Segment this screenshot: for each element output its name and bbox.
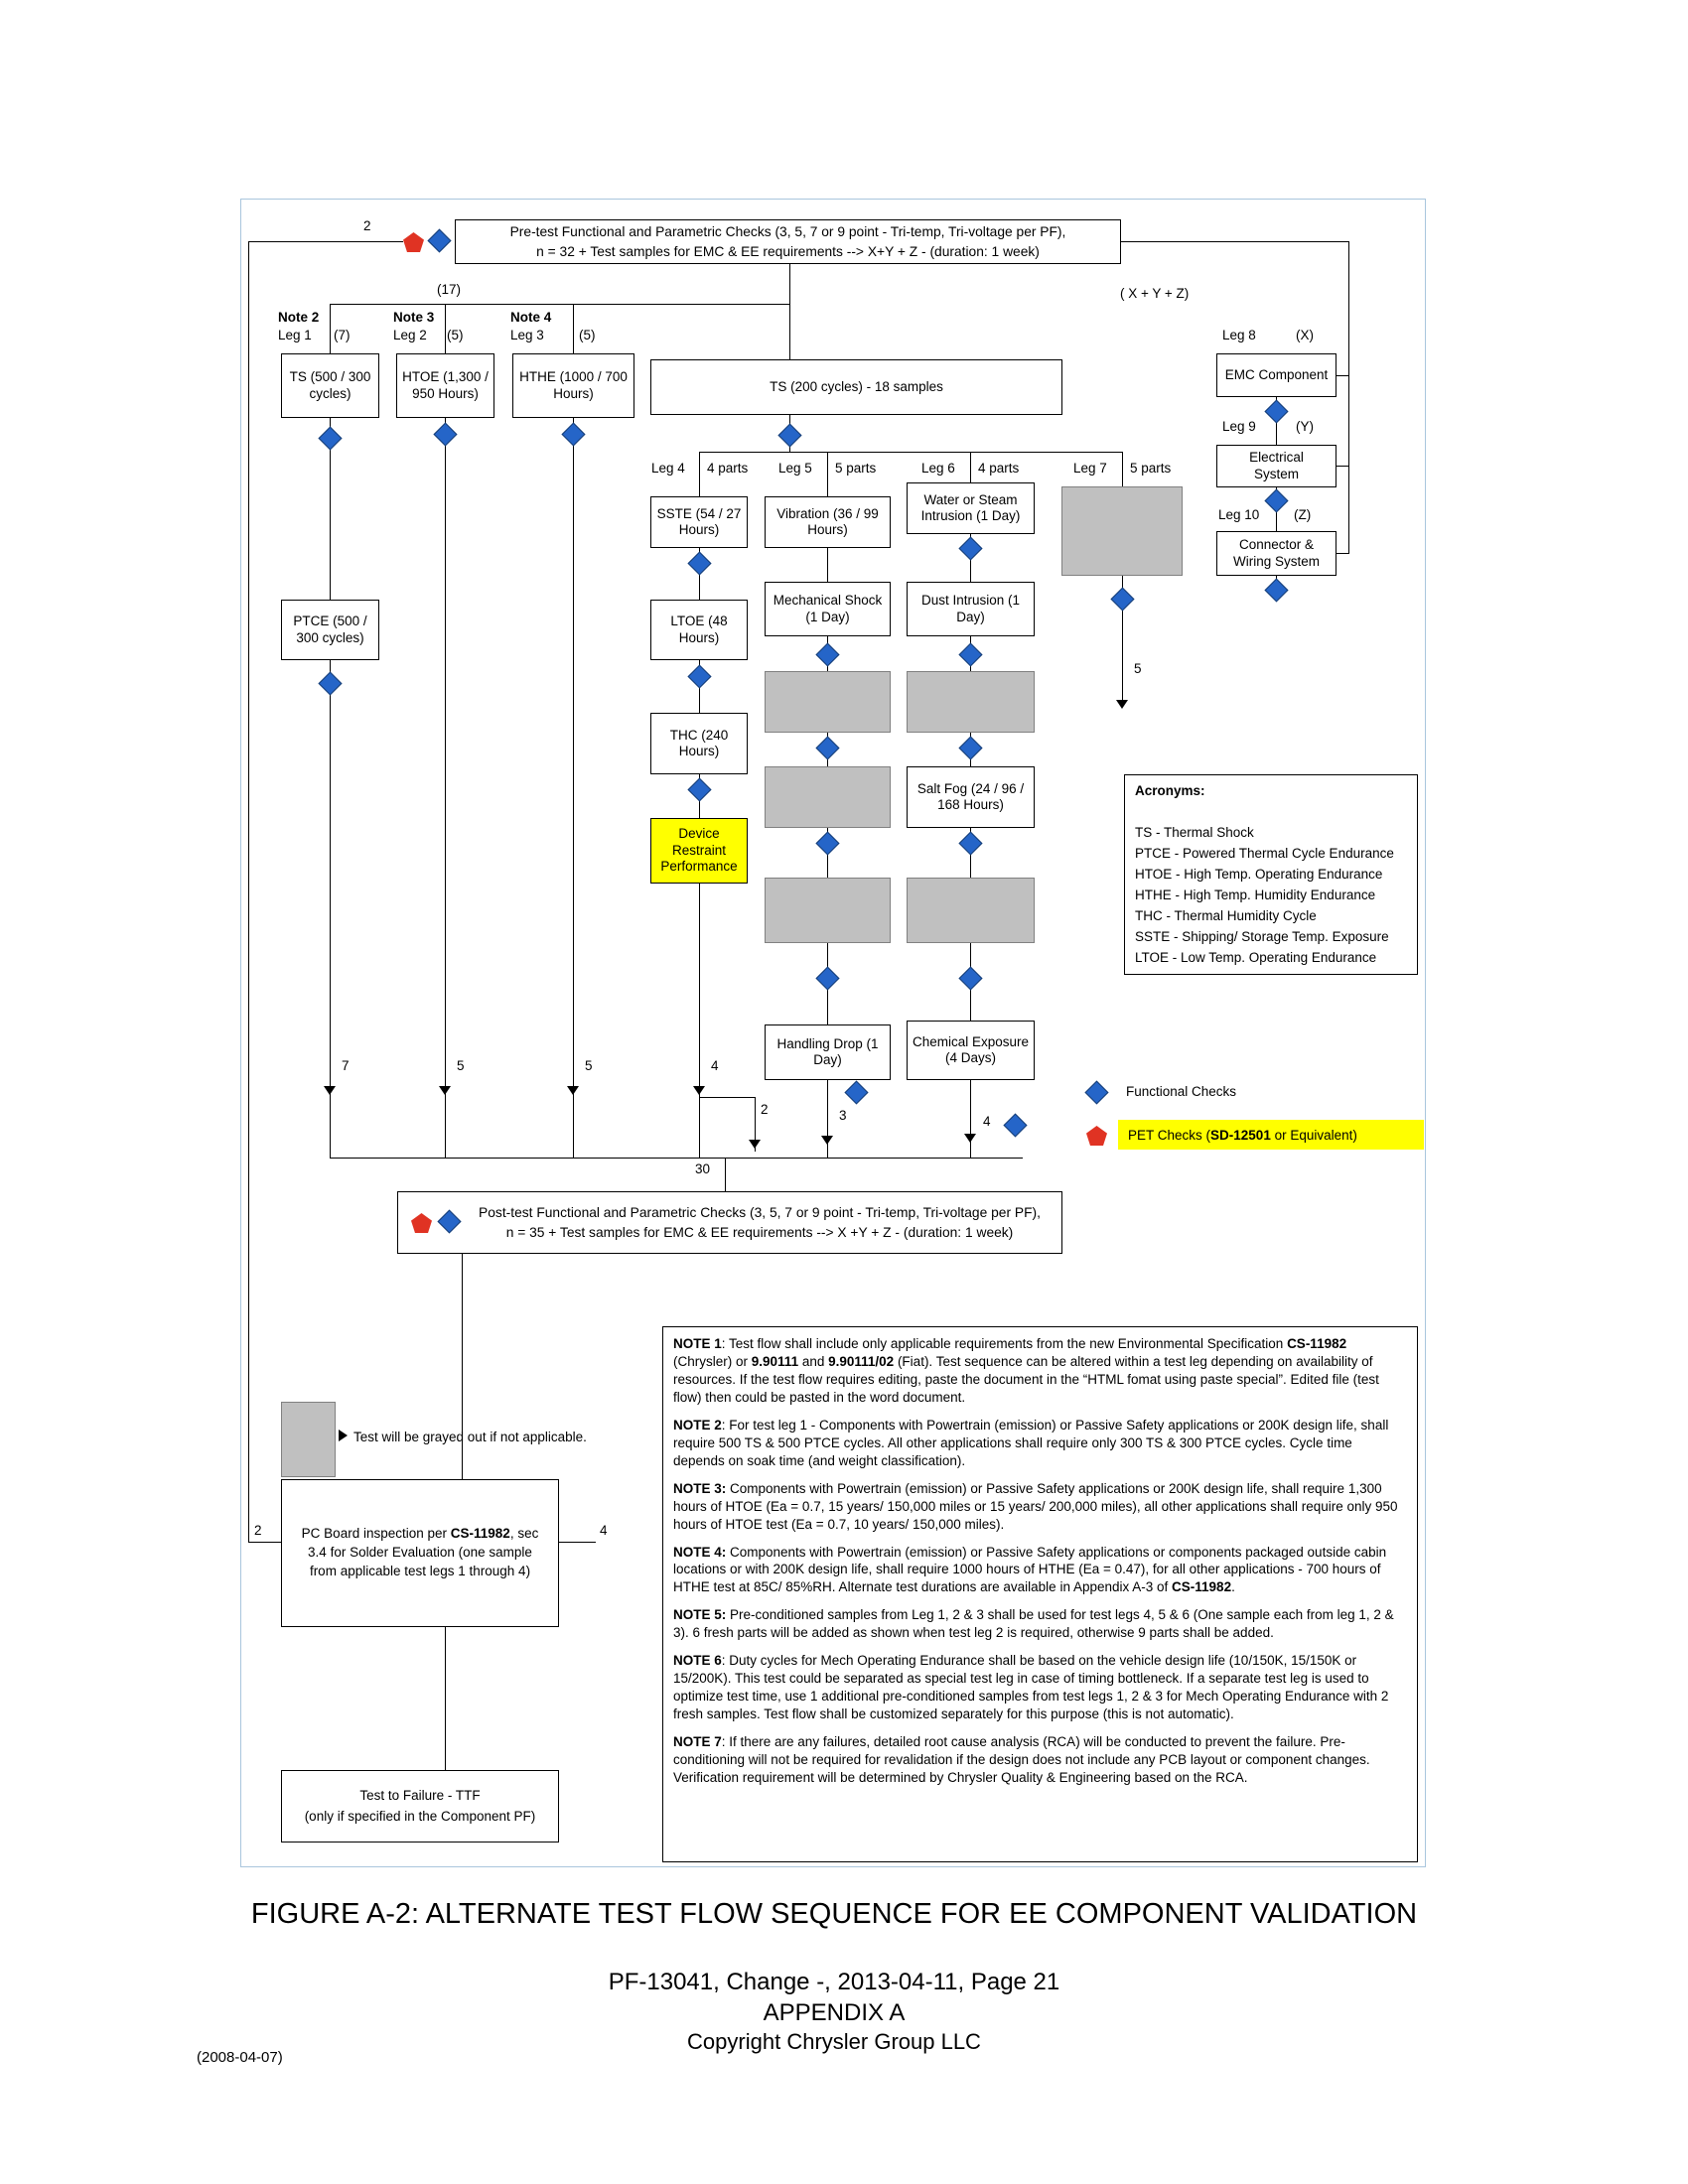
notes-panel (662, 1326, 1418, 1862)
pretest-line1: Pre-test Functional and Parametric Checks (3, 5, 7 or 9 point - Tri-temp, Tri-voltage per PF), (509, 223, 1066, 239)
leg8-count: (X) (1296, 328, 1314, 342)
note-3: NOTE 3: Components with Powertrain (emission) or Passive Safety applications or 200K design life, shall require 1,300 hours of HTOE (Ea = 0.7, 15 years/ 150,000 miles or 15 years/ 200,000 miles), all other applications shall require only 950 hours of HTOE test (Ea = 0.7, 10 years/ 150,000 miles). (673, 1480, 1398, 1532)
pc-board-box: PC Board inspection per CS-11982, sec 3.4 for Solder Evaluation (one sample from applicable test legs 1 through 4) (281, 1479, 559, 1627)
leg3-bottom-count: 5 (585, 1058, 593, 1073)
leg9-label: Leg 9 (1222, 419, 1256, 434)
connector-line (789, 264, 790, 359)
node-vibration: Vibration (36 / 99 Hours) (765, 496, 891, 548)
connector-line (445, 1627, 446, 1770)
down-arrow-icon (567, 1086, 579, 1095)
acronym-item: LTOE - Low Temp. Operating Endurance (1135, 950, 1377, 965)
grayed-out-test-box (765, 766, 891, 828)
copyright-line: Copyright Chrysler Group LLC (687, 2029, 981, 2054)
pc-board-left-count: 2 (254, 1523, 262, 1538)
leg6-count: 4 parts (978, 461, 1020, 476)
note-4: NOTE 4: Components with Powertrain (emission) or Passive Safety applications or components packaged outside cabin locations or with 200K design life, shall require 1000 hours of HTHE (Ea = 0.47), for all other applications - 700 hours of HTHE test at 85C/ 85%RH. Alternate test durations are available in Appendix A-3 of CS-11982. (673, 1544, 1387, 1595)
leg1-bottom-count: 7 (342, 1058, 350, 1073)
connector-line (330, 418, 331, 1158)
document-reference: PF-13041, Change -, 2013-04-11, Page 21 (608, 1969, 1060, 1995)
pretest-sample-count: 2 (363, 218, 371, 233)
leg4-count: 4 parts (707, 461, 749, 476)
node-ts: TS (500 / 300 cycles) (281, 353, 379, 418)
figure-caption: FIGURE A-2: ALTERNATE TEST FLOW SEQUENCE FOR EE COMPONENT VALIDATION (250, 1898, 1418, 1930)
connector-line (573, 418, 574, 1158)
node-dust-intrusion: Dust Intrusion (1 Day) (907, 582, 1035, 636)
connector-line (248, 241, 249, 1543)
ttf-box (281, 1770, 559, 1843)
grayed-out-test-box (907, 878, 1035, 943)
leg2-bottom-count: 5 (457, 1058, 465, 1073)
down-arrow-icon (821, 1136, 833, 1145)
note-1: NOTE 1: Test flow shall include only applicable requirements from the new Environmental Specification CS-11982 (Chrysler) or 9.90111 and 9.90111/02 (Fiat). Test sequence can be altered within a test leg depending on availability of resources. If the test flow requires editing, paste the document in the “HTML fomat using paste special”. Edited file (test flow) then could be pasted in the word document. (673, 1336, 1379, 1405)
pretest-line2: n = 32 + Test samples for EMC & EE requirements --> X+Y + Z - (duration: 1 week) (536, 243, 1040, 259)
acronyms-title: Acronyms: (1135, 783, 1205, 798)
connector-line (330, 304, 331, 353)
leg6-bottom-count: 4 (983, 1114, 991, 1129)
leg8-label: Leg 8 (1222, 328, 1256, 342)
acronym-item: PTCE - Powered Thermal Cycle Endurance (1135, 846, 1394, 861)
connector-line (330, 1158, 1023, 1159)
gray-note-label: Test will be grayed out if not applicable. (353, 1430, 587, 1444)
leg4-label: Leg 4 (651, 461, 685, 476)
branch-count-left: (17) (437, 282, 462, 297)
grayed-out-swatch (281, 1402, 336, 1477)
leg7-count: 5 parts (1130, 461, 1172, 476)
node-electrical-system: Electrical System (1216, 445, 1336, 487)
leg4-branch-count: 2 (761, 1102, 769, 1117)
leg10-count: (Z) (1294, 507, 1312, 522)
node-water-steam-intrusion: Water or Steam Intrusion (1 Day) (907, 482, 1035, 534)
leg3-note: Note 4 (510, 310, 552, 325)
connector-line (1348, 241, 1349, 554)
leg7-bottom-count: 5 (1134, 661, 1142, 676)
note-2: NOTE 2: For test leg 1 - Components with Powertrain (emission) or Passive Safety applications or 200K design life, shall require 500 TS & 500 PTCE cycles. All other applications shall require only 300 TS & 300 PTCE cycles. Cycle time depends on soak time (and weight classification). (673, 1417, 1389, 1468)
note-6: NOTE 6: Duty cycles for Mech Operating Endurance shall be based on the vehicle design life (10/150K, 15/150K or 15/200K). This test could be separated as special test leg in case of timing bottleneck. If a separate test leg is used to optimize test time, use 1 additional pre-conditioned samples from test legs 1, 2 & 3 for Mech Operating Endurance with 2 fresh samples. Test flow shall be customized separately for this purpose (this is not automatic). (673, 1653, 1389, 1722)
connector-line (248, 1542, 281, 1543)
node-emc-component: EMC Component (1216, 353, 1336, 397)
note-7: NOTE 7: If there are any failures, detailed root cause analysis (RCA) will be conducted to prevent the failure. Pre-conditioning will not be required for revalidation if the design does not include any PCB layout or component changes. Verification requirement will be determined by Chrysler Quality & Engineering based on the RCA. (673, 1734, 1370, 1786)
node-htoe: HTOE (1,300 / 950 Hours) (396, 353, 494, 418)
node-thc: THC (240 Hours) (650, 713, 748, 774)
connector-line (1336, 375, 1348, 376)
connector-line (573, 304, 574, 353)
down-arrow-icon (439, 1086, 451, 1095)
node-salt-fog: Salt Fog (24 / 96 / 168 Hours) (907, 766, 1035, 828)
grayed-out-test-box (765, 878, 891, 943)
down-arrow-icon (964, 1134, 976, 1143)
grayed-out-test-box (907, 671, 1035, 733)
node-mechanical-shock: Mechanical Shock (1 Day) (765, 582, 891, 636)
acronyms-list (1135, 822, 1407, 968)
ttf-line1: Test to Failure - TTF (359, 1788, 481, 1804)
leg5-label: Leg 5 (778, 461, 812, 476)
connector-line (1336, 553, 1348, 554)
down-arrow-icon (1116, 700, 1128, 709)
pretest-box (455, 219, 1121, 264)
pc-board-right-count: 4 (600, 1523, 608, 1538)
connector-line (1336, 466, 1348, 467)
leg6-label: Leg 6 (921, 461, 955, 476)
acronym-item: HTHE - High Temp. Humidity Endurance (1135, 887, 1376, 902)
posttest-line2: n = 35 + Test samples for EMC & EE requirements --> X +Y + Z - (duration: 1 week) (505, 1224, 1014, 1240)
connector-line (445, 304, 446, 353)
connector-line (699, 1097, 755, 1098)
node-handling-drop: Handling Drop (1 Day) (765, 1024, 891, 1080)
acronyms-panel (1124, 774, 1418, 975)
leg5-count: 5 parts (835, 461, 877, 476)
leg1-note: Note 2 (278, 310, 320, 325)
posttest-box (397, 1191, 1062, 1254)
leg1-count: (7) (334, 328, 351, 342)
acronym-item: THC - Thermal Humidity Cycle (1135, 908, 1317, 923)
grayed-out-test-box (1061, 486, 1183, 576)
connector-line (445, 418, 446, 1158)
date-stamp: (2008-04-07) (197, 2049, 283, 2066)
leg4-bottom-count: 4 (711, 1058, 719, 1073)
leg2-label: Leg 2 (393, 328, 427, 342)
grayed-out-test-box (765, 671, 891, 733)
total-collected-count: 30 (695, 1161, 711, 1176)
connector-line (725, 1158, 726, 1191)
ttf-line2: (only if specified in the Component PF) (304, 1808, 536, 1824)
branch-label-xyz: ( X + Y + Z) (1120, 286, 1190, 301)
connector-line (699, 452, 1123, 453)
node-ptce: PTCE (500 / 300 cycles) (281, 600, 379, 660)
down-arrow-icon (693, 1086, 705, 1095)
node-device-restraint: Device Restraint Performance (650, 818, 748, 884)
connector-line (1121, 241, 1349, 242)
leg5-bottom-count: 3 (839, 1108, 847, 1123)
acronym-item: HTOE - High Temp. Operating Endurance (1135, 867, 1383, 882)
leg10-label: Leg 10 (1218, 507, 1260, 522)
right-arrow-icon (339, 1430, 348, 1441)
node-connector-wiring: Connector & Wiring System (1216, 531, 1336, 576)
down-arrow-icon (324, 1086, 336, 1095)
note-5: NOTE 5: Pre-conditioned samples from Leg 1, 2 & 3 shall be used for test legs 4, 5 & 6 (One sample each from leg 1, 2 & 3). 6 fresh parts will be added as shown when test leg 2 is required, otherwise 9 parts shall be added. (673, 1607, 1394, 1641)
appendix-label: APPENDIX A (763, 1999, 906, 2026)
connector-line (330, 304, 790, 305)
node-chemical-exposure: Chemical Exposure (4 Days) (907, 1021, 1035, 1080)
posttest-line1: Post-test Functional and Parametric Checks (3, 5, 7 or 9 point - Tri-temp, Tri-voltage per PF), (479, 1204, 1041, 1220)
acronym-item: TS - Thermal Shock (1135, 825, 1254, 840)
acronym-item: SSTE - Shipping/ Storage Temp. Exposure (1135, 929, 1389, 944)
legend-pet-label: PET Checks (SD-12501 or Equivalent) (1118, 1120, 1424, 1150)
leg3-label: Leg 3 (510, 328, 544, 342)
connector-line (559, 1542, 596, 1543)
leg9-count: (Y) (1296, 419, 1314, 434)
connector-line (248, 241, 403, 242)
legend-functional-label: Functional Checks (1126, 1084, 1237, 1099)
node-ltoe: LTOE (48 Hours) (650, 600, 748, 660)
node-hthe: HTHE (1000 / 700 Hours) (512, 353, 634, 418)
down-arrow-icon (749, 1140, 761, 1149)
leg2-note: Note 3 (393, 310, 435, 325)
leg3-count: (5) (579, 328, 596, 342)
leg2-count: (5) (447, 328, 464, 342)
node-ts-200: TS (200 cycles) - 18 samples (650, 359, 1062, 415)
leg7-label: Leg 7 (1073, 461, 1107, 476)
leg1-label: Leg 1 (278, 328, 312, 342)
node-sste: SSTE (54 / 27 Hours) (650, 496, 748, 548)
